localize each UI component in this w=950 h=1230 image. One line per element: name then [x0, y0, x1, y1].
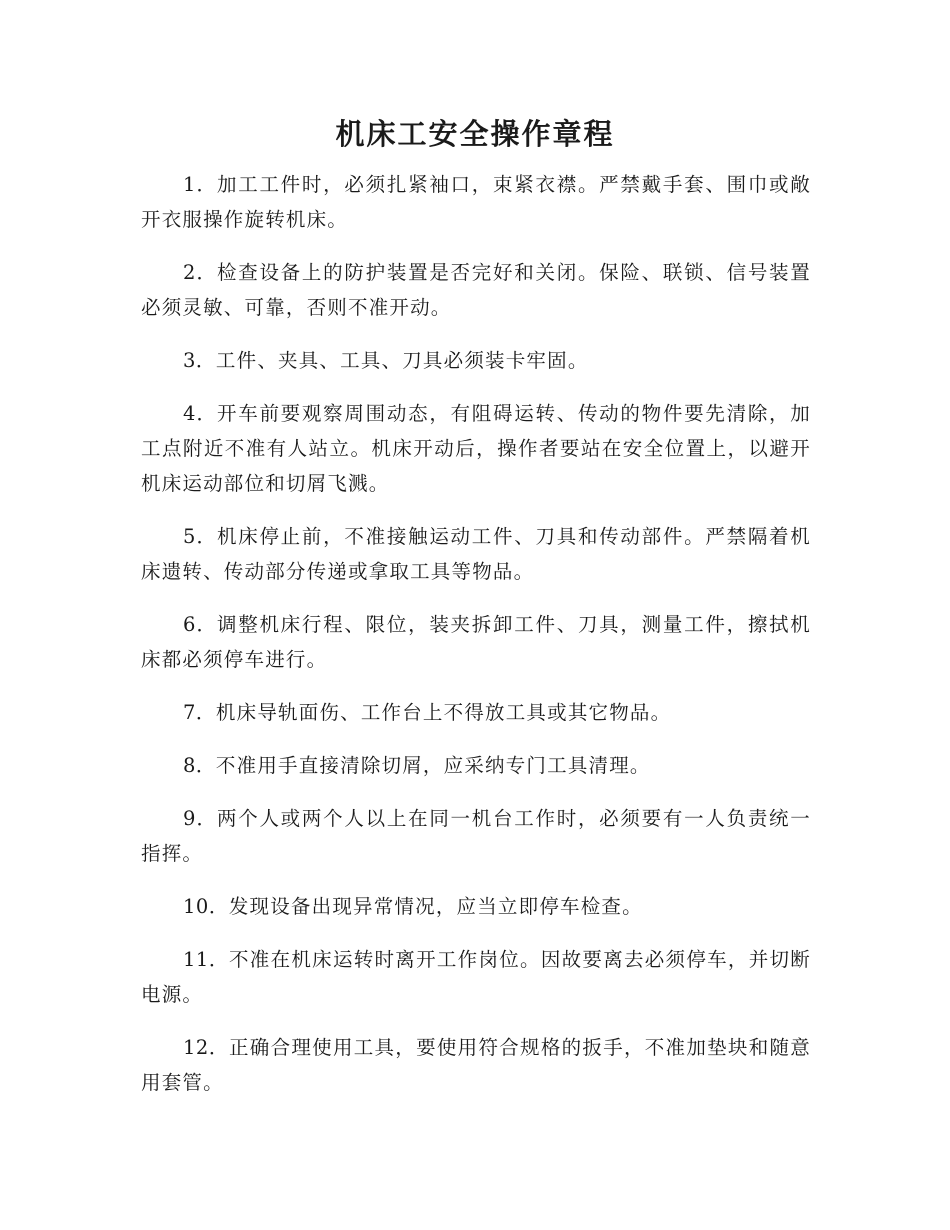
rule-item [141, 801, 811, 871]
rule-text: 两个人或两个人以上在同一机台工作时，必须要有一人负责统一指挥。 [141, 807, 811, 865]
rule-item [141, 889, 811, 924]
rule-item [141, 519, 811, 589]
rule-text: 机床导轨面伤、工作台上不得放工具或其它物品。 [215, 701, 672, 724]
rule-text: 不准用手直接清除切屑，应采纳专门工具清理。 [215, 754, 651, 777]
rule-number: 4． [183, 402, 217, 425]
rule-number: 12． [183, 1036, 229, 1059]
rule-item [141, 255, 811, 325]
rule-text: 机床停止前，不准接触运动工件、刀具和传动部件。严禁隔着机床遗转、传动部分传递或拿取工具等物品。 [141, 525, 811, 583]
rule-text: 工件、夹具、工具、刀具必须装卡牢固。 [215, 349, 589, 372]
rule-text: 调整机床行程、限位，装夹拆卸工件、刀具，测量工件，擦拭机床都必须停车进行。 [141, 613, 811, 671]
rule-text: 正确合理使用工具，要使用符合规格的扳手，不准加垫块和随意用套管。 [141, 1036, 811, 1094]
rule-text: 发现设备出现异常情况，应当立即停车检查。 [228, 895, 643, 918]
rule-item [141, 1030, 811, 1100]
rule-number: 6． [183, 613, 217, 636]
rule-number: 8． [183, 754, 216, 777]
rule-item [141, 607, 811, 677]
rule-number: 5． [183, 525, 217, 548]
page-title: 机床工安全操作章程 [335, 117, 615, 151]
rule-item [141, 942, 811, 1012]
rule-text: 不准在机床运转时离开工作岗位。因故要离去必须停车，并切断电源。 [141, 948, 811, 1006]
rule-item [141, 343, 811, 378]
rule-number: 2． [183, 261, 217, 284]
rule-text: 加工工件时，必须扎紧袖口，束紧衣襟。严禁戴手套、围巾或敞开衣服操作旋转机床。 [141, 173, 811, 231]
rule-item [141, 695, 811, 730]
rules-list [141, 167, 811, 1118]
rule-number: 7． [183, 701, 216, 724]
rule-number: 10． [183, 895, 229, 918]
rule-item [141, 748, 811, 783]
rule-text: 检查设备上的防护装置是否完好和关闭。保险、联锁、信号装置必须灵敏、可靠，否则不准开动。 [141, 261, 811, 319]
rule-text: 开车前要观察周围动态，有阻碍运转、传动的物件要先清除，加工点附近不准有人站立。机床开动后，操作者要站在安全位置上，以避开机床运动部位和切屑飞溅。 [141, 402, 811, 495]
rule-item [141, 396, 811, 501]
rule-number: 11． [183, 948, 229, 971]
rule-number: 3． [183, 349, 216, 372]
rule-number: 9． [183, 807, 217, 830]
rule-number: 1． [183, 173, 217, 196]
rule-item [141, 167, 811, 237]
